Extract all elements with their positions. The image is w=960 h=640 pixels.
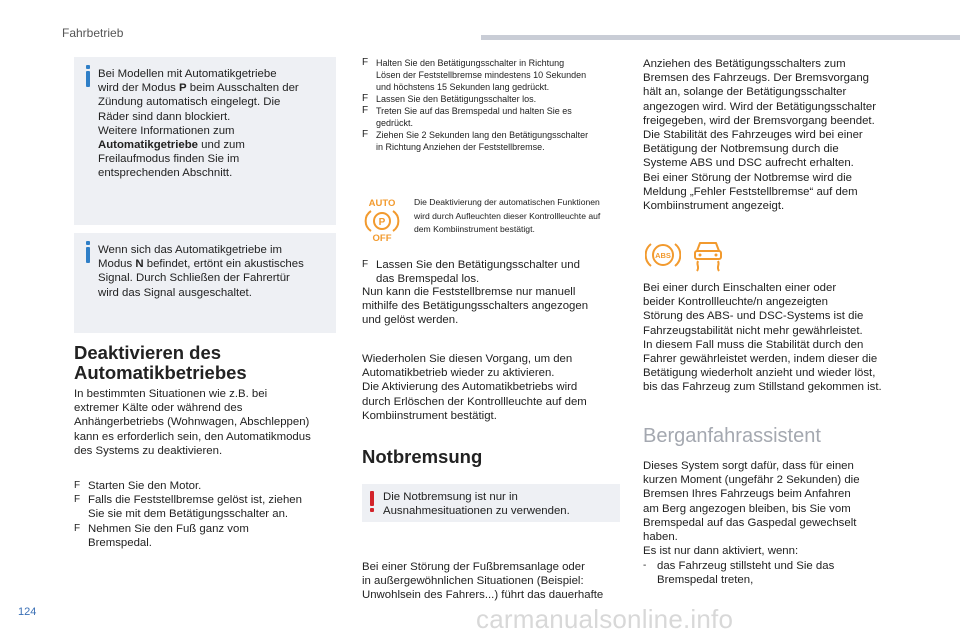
- dsc-skid-warning-icon: [688, 237, 728, 273]
- list-marker: F: [362, 57, 369, 68]
- text-line: Betätigung wiederholt anzieht und wieder löst,: [643, 367, 876, 380]
- list-item: F Falls die Feststellbremse gelöst ist, ziehen Sie sie mit dem Betätigungsschalter an.: [74, 494, 302, 521]
- text-line: Die Notbremsung ist nur in: [383, 491, 518, 503]
- list-item: F Starten Sie den Motor.: [74, 480, 202, 492]
- text-line: Die Deaktivierung der automatischen Funktionen: [414, 197, 600, 207]
- text-line: Automatikgetriebe und zum: [98, 139, 245, 152]
- intro-paragraph: [74, 387, 344, 458]
- paragraph-hill-assist: [643, 459, 913, 558]
- text-line: Fahrer gewährleistet werden, indem dieser die: [643, 353, 878, 366]
- text-line: Automatikbetrieb wieder zu aktivieren.: [362, 367, 555, 380]
- text-line: bis das Fahrzeug zum Stillstand gekommen ist.: [643, 381, 882, 394]
- step-release: [362, 258, 632, 286]
- steps-list-1: [74, 479, 344, 550]
- list-item: F Halten Sie den Betätigungsschalter in Richtung Lösen der Feststellbremse mindestens 10 Sekunden und höchstens 15 Sekunden lang gedrückt.: [362, 57, 587, 92]
- list-marker: F: [362, 129, 369, 140]
- text-line: entsprechenden Abschnitt.: [98, 167, 233, 180]
- list-item: F Lassen Sie den Betätigungsschalter und das Bremspedal los.: [362, 259, 580, 286]
- abs-label: ABS: [655, 251, 671, 260]
- text-line: wird der Modus P beim Ausschalten der: [98, 82, 299, 95]
- text-line: Dieses System sorgt dafür, dass für einen: [643, 460, 854, 472]
- text-line: In bestimmten Situationen wie z.B. bei: [74, 388, 268, 400]
- text-line: Anziehen des Betätigungsschalters zum: [643, 58, 846, 70]
- text-line: Zündung automatisch eingelegt. Die: [98, 96, 281, 109]
- icon-caption: [414, 196, 634, 237]
- heading-notbremsung: Notbremsung: [362, 446, 483, 467]
- text-line: Bei Modellen mit Automatikgetriebe: [98, 68, 277, 80]
- text-line: Bremsen des Fahrzeugs. Der Bremsvorgang: [643, 72, 870, 85]
- text-line: Modus N befindet, ertönt ein akustisches: [98, 258, 304, 271]
- text-line: Bei einer durch Einschalten einer oder: [643, 282, 837, 294]
- text-line: Ausnahmesituationen zu verwenden.: [383, 505, 570, 518]
- text-line: Bei einer Störung der Notbremse wird die: [643, 171, 852, 184]
- list-marker: F: [362, 105, 369, 116]
- text-line: Räder sind dann blockiert.: [98, 110, 231, 123]
- abs-warning-icon: [645, 239, 681, 271]
- paragraph-braking: [643, 57, 913, 213]
- text-line: wird das Signal ausgeschaltet.: [98, 286, 252, 299]
- list-marker: F: [74, 522, 81, 534]
- exclamation-icon: [370, 491, 374, 512]
- list-item: F Nehmen Sie den Fuß ganz vom Bremspedal.: [74, 522, 249, 549]
- text-line: Bremspedal auf das Gaspedal gewechselt: [643, 516, 857, 529]
- info-icon: [86, 241, 90, 263]
- text-line: beider Kontrollleuchte/n angezeigten: [643, 296, 828, 309]
- text-line: Anhängerbetriebs (Wohnwagen, Abschleppen): [74, 416, 310, 429]
- text-line: Nun kann die Feststellbremse nur manuell: [362, 286, 576, 298]
- text-line: Signal. Durch Schließen der Fahrertür: [98, 272, 290, 285]
- list-marker: F: [74, 480, 81, 491]
- text-line: Fahrzeugstabilität nicht mehr gewährleistet.: [643, 324, 863, 337]
- text-line: Störung des ABS- und DSC-Systems ist die: [643, 310, 864, 323]
- text-line: Die Stabilität des Fahrzeuges wird bei einer: [643, 129, 863, 142]
- p-label: P: [378, 217, 386, 228]
- text-line: kann es erforderlich sein, den Automatikmodus: [74, 430, 311, 443]
- text-line: In diesem Fall muss die Stabilität durch den: [643, 338, 864, 351]
- text-line: freigegeben, wird der Bremsvorgang beendet.: [643, 114, 875, 127]
- text-line: haben.: [643, 531, 678, 544]
- text-line: Kombiinstrument angezeigt.: [643, 200, 785, 213]
- steps-list-2: [362, 57, 632, 153]
- text-line: Wiederholen Sie diesen Vorgang, um den: [362, 353, 573, 365]
- text-line: angezogen wird. Wird der Betätigungsschalter: [643, 100, 877, 113]
- text-line: in außergewöhnlichen Situationen (Beispiel:: [362, 575, 584, 588]
- page-number: 124: [18, 606, 37, 618]
- text-line: durch Erlöschen der Kontrollleuchte auf dem: [362, 395, 587, 408]
- list-item: F Treten Sie auf das Bremspedal und halten Sie es gedrückt.: [362, 105, 572, 128]
- heading-deaktivieren: Deaktivieren des Automatikbetriebes: [74, 342, 247, 383]
- text-line: des Systems zu deaktivieren.: [74, 444, 223, 457]
- text-line: Systeme ABS und DSC aufrecht erhalten.: [643, 157, 854, 170]
- text-line: und gelöst werden.: [362, 314, 459, 327]
- auto-label: AUTO: [368, 198, 396, 209]
- list-item: F Lassen Sie den Betätigungsschalter los.: [362, 93, 537, 104]
- header-bar: [481, 35, 960, 40]
- text-line: Unwohlsein des Fahrers...) führt das dauerhafte: [362, 589, 604, 602]
- text-line: Es ist nur dann aktiviert, wenn:: [643, 545, 799, 558]
- warning-text: [383, 490, 613, 518]
- hill-assist-condition: [643, 559, 913, 587]
- text-line: hält an, solange der Betätigungsschalter: [643, 86, 847, 99]
- paragraph-abs-dsc: [643, 281, 918, 395]
- heading-berganfahrassistent: Berganfahrassistent: [643, 425, 821, 447]
- text-line: Weitere Informationen zum: [98, 124, 235, 137]
- list-marker: F: [362, 259, 369, 270]
- text-line: Wenn sich das Automatikgetriebe im: [98, 244, 283, 256]
- paragraph-manual: [362, 285, 632, 328]
- watermark: carmanualsonline.info: [476, 604, 734, 634]
- list-item: F Ziehen Sie 2 Sekunden lang den Betätigungsschalter in Richtung Anziehen der Feststellbremse.: [362, 129, 589, 152]
- auto-p-off-warning-icon: [362, 196, 402, 242]
- info-text-automatic-p: [98, 67, 328, 181]
- text-line: Freilaufmodus finden Sie im: [98, 153, 240, 166]
- text-line: Die Aktivierung des Automatikbetriebs wird: [362, 381, 578, 394]
- list-marker: F: [74, 494, 81, 506]
- off-label: OFF: [372, 233, 392, 242]
- paragraph-reactivate: [362, 352, 632, 423]
- section-title: Fahrbetrieb: [62, 26, 124, 40]
- text-line: dem Kombiinstrument bestätigt.: [414, 224, 535, 234]
- paragraph-emergency: [362, 560, 632, 603]
- text-line: Bremsen Ihres Fahrzeugs beim Anfahren: [643, 488, 851, 501]
- text-line: Meldung „Fehler Feststellbremse“ auf dem: [643, 185, 858, 198]
- list-item: - das Fahrzeug stillsteht und Sie das Bremspedal treten,: [643, 560, 835, 587]
- text-line: mithilfe des Betätigungsschalters angezogen: [362, 300, 589, 313]
- list-marker: F: [362, 93, 369, 104]
- text-line: Kombiinstrument bestätigt.: [362, 409, 497, 422]
- text-line: kurzen Moment (ungefähr 2 Sekunden) die: [643, 474, 860, 487]
- text-line: wird durch Aufleuchten dieser Kontrollleuchte auf: [414, 210, 601, 221]
- text-line: am Berg angezogen bleiben, bis Sie vom: [643, 502, 851, 515]
- info-text-mode-n: [98, 243, 328, 300]
- text-line: Bei einer Störung der Fußbremsanlage oder: [362, 561, 585, 573]
- text-line: extremer Kälte oder während des: [74, 402, 243, 415]
- text-line: Betätigung der Notbremsung durch die: [643, 143, 839, 156]
- info-icon: [86, 65, 90, 87]
- list-marker: -: [643, 560, 647, 571]
